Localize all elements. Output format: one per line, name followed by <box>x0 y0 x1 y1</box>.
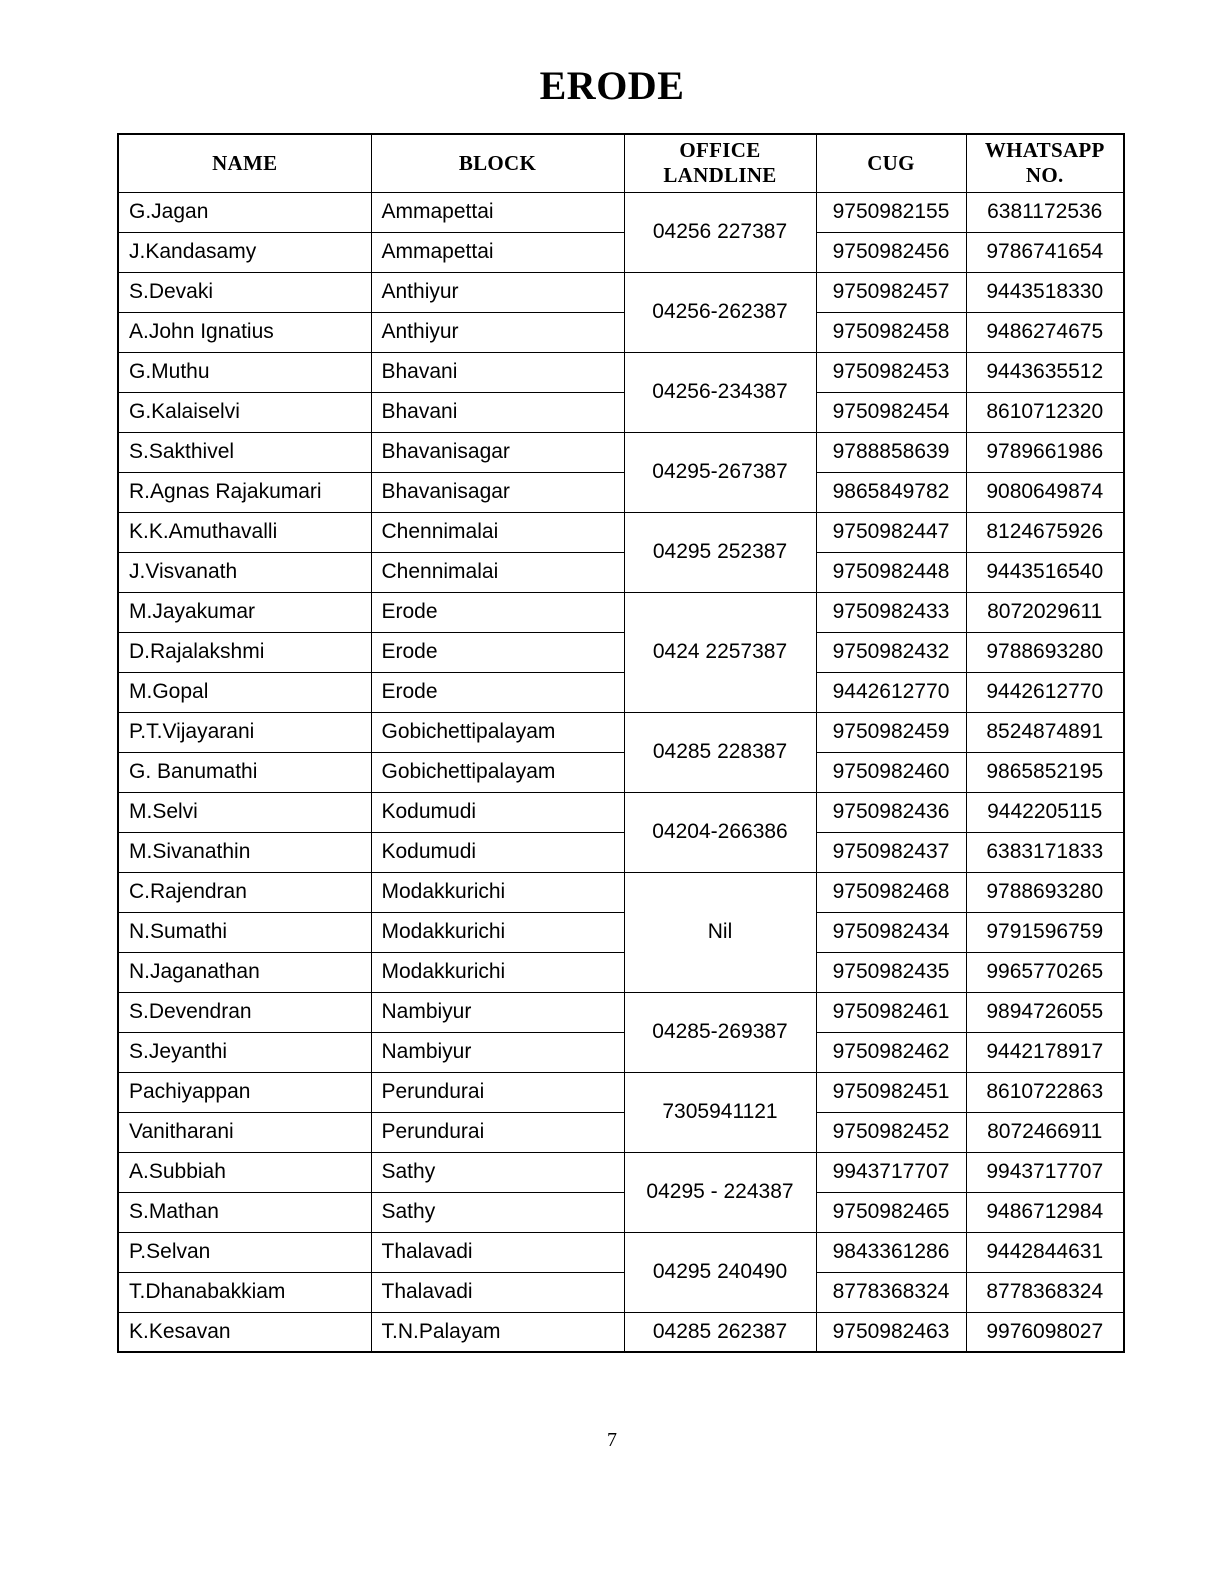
cell-office-landline: Nil <box>624 872 816 992</box>
cell-cug: 9943717707 <box>816 1152 966 1192</box>
cell-name: S.Devendran <box>118 992 371 1032</box>
table-row <box>118 872 1124 912</box>
cell-name: S.Sakthivel <box>118 432 371 472</box>
table-row <box>118 352 1124 392</box>
cell-cug: 9750982453 <box>816 352 966 392</box>
table-row <box>118 1072 1124 1112</box>
cell-cug: 9843361286 <box>816 1232 966 1272</box>
cell-name: S.Devaki <box>118 272 371 312</box>
cell-office-landline: 04256 227387 <box>624 192 816 272</box>
cell-name: S.Mathan <box>118 1192 371 1232</box>
cell-name: R.Agnas Rajakumari <box>118 472 371 512</box>
cell-office-landline: 7305941121 <box>624 1072 816 1152</box>
cell-block: Nambiyur <box>371 1032 624 1072</box>
cell-cug: 9750982458 <box>816 312 966 352</box>
cell-whatsapp: 8610722863 <box>966 1072 1124 1112</box>
cell-name: A.Subbiah <box>118 1152 371 1192</box>
cell-office-landline: 04285-269387 <box>624 992 816 1072</box>
cell-block: Chennimalai <box>371 512 624 552</box>
table-row <box>118 1232 1124 1272</box>
table-row <box>118 552 1124 592</box>
table-header-row <box>118 134 1124 192</box>
cell-name: K.K.Amuthavalli <box>118 512 371 552</box>
cell-name: Pachiyappan <box>118 1072 371 1112</box>
cell-whatsapp: 9080649874 <box>966 472 1124 512</box>
table-row <box>118 792 1124 832</box>
cell-name: P.T.Vijayarani <box>118 712 371 752</box>
cell-whatsapp: 9788693280 <box>966 632 1124 672</box>
cell-name: G. Banumathi <box>118 752 371 792</box>
cell-office-landline: 04256-234387 <box>624 352 816 432</box>
cell-whatsapp: 9788693280 <box>966 872 1124 912</box>
table-row <box>118 1152 1124 1192</box>
cell-block: T.N.Palayam <box>371 1312 624 1352</box>
column-header-landline: OFFICE LANDLINE <box>624 134 816 192</box>
table-row <box>118 632 1124 672</box>
table-row <box>118 312 1124 352</box>
cell-whatsapp: 9443635512 <box>966 352 1124 392</box>
cell-cug: 9750982456 <box>816 232 966 272</box>
cell-block: Kodumudi <box>371 792 624 832</box>
cell-block: Chennimalai <box>371 552 624 592</box>
contact-table-container <box>117 133 1123 1353</box>
cell-whatsapp: 9486712984 <box>966 1192 1124 1232</box>
cell-name: N.Jaganathan <box>118 952 371 992</box>
table-row <box>118 272 1124 312</box>
cell-whatsapp: 9486274675 <box>966 312 1124 352</box>
table-row <box>118 512 1124 552</box>
cell-whatsapp: 9865852195 <box>966 752 1124 792</box>
cell-cug: 9750982435 <box>816 952 966 992</box>
column-header-block: BLOCK <box>371 134 624 192</box>
cell-name: Vanitharani <box>118 1112 371 1152</box>
cell-office-landline: 04256-262387 <box>624 272 816 352</box>
cell-name: M.Selvi <box>118 792 371 832</box>
table-row <box>118 1112 1124 1152</box>
cell-whatsapp: 9976098027 <box>966 1312 1124 1352</box>
cell-whatsapp: 8124675926 <box>966 512 1124 552</box>
cell-block: Bhavanisagar <box>371 472 624 512</box>
cell-cug: 9750982468 <box>816 872 966 912</box>
cell-cug: 9750982447 <box>816 512 966 552</box>
cell-whatsapp: 9965770265 <box>966 952 1124 992</box>
cell-cug: 9750982434 <box>816 912 966 952</box>
cell-name: M.Gopal <box>118 672 371 712</box>
cell-cug: 9750982432 <box>816 632 966 672</box>
cell-name: S.Jeyanthi <box>118 1032 371 1072</box>
cell-name: A.John Ignatius <box>118 312 371 352</box>
cell-block: Sathy <box>371 1192 624 1232</box>
cell-block: Thalavadi <box>371 1232 624 1272</box>
cell-whatsapp: 8524874891 <box>966 712 1124 752</box>
cell-name: C.Rajendran <box>118 872 371 912</box>
cell-cug: 9750982155 <box>816 192 966 232</box>
cell-block: Modakkurichi <box>371 872 624 912</box>
cell-block: Bhavani <box>371 352 624 392</box>
cell-whatsapp: 8072029611 <box>966 592 1124 632</box>
table-row <box>118 192 1124 232</box>
cell-block: Perundurai <box>371 1072 624 1112</box>
cell-whatsapp: 9443516540 <box>966 552 1124 592</box>
cell-cug: 9750982433 <box>816 592 966 632</box>
cell-cug: 9750982436 <box>816 792 966 832</box>
cell-name: G.Muthu <box>118 352 371 392</box>
table-row <box>118 432 1124 472</box>
cell-name: G.Jagan <box>118 192 371 232</box>
table-row <box>118 832 1124 872</box>
cell-cug: 9442612770 <box>816 672 966 712</box>
cell-whatsapp: 9442178917 <box>966 1032 1124 1072</box>
cell-whatsapp: 9894726055 <box>966 992 1124 1032</box>
table-row <box>118 392 1124 432</box>
table-row <box>118 1312 1124 1352</box>
cell-name: T.Dhanabakkiam <box>118 1272 371 1312</box>
cell-block: Perundurai <box>371 1112 624 1152</box>
cell-block: Erode <box>371 632 624 672</box>
table-row <box>118 1272 1124 1312</box>
table-row <box>118 232 1124 272</box>
cell-block: Anthiyur <box>371 272 624 312</box>
cell-cug: 9750982462 <box>816 1032 966 1072</box>
cell-office-landline: 0424 2257387 <box>624 592 816 712</box>
table-row <box>118 1032 1124 1072</box>
cell-block: Sathy <box>371 1152 624 1192</box>
cell-whatsapp: 6381172536 <box>966 192 1124 232</box>
cell-whatsapp: 8072466911 <box>966 1112 1124 1152</box>
cell-office-landline: 04295 240490 <box>624 1232 816 1312</box>
cell-whatsapp: 9443518330 <box>966 272 1124 312</box>
cell-whatsapp: 9442844631 <box>966 1232 1124 1272</box>
cell-name: D.Rajalakshmi <box>118 632 371 672</box>
cell-whatsapp: 6383171833 <box>966 832 1124 872</box>
table-row <box>118 592 1124 632</box>
cell-whatsapp: 9943717707 <box>966 1152 1124 1192</box>
column-header-whatsapp: WHATSAPP NO. <box>966 134 1124 192</box>
column-header-cug: CUG <box>816 134 966 192</box>
cell-cug: 9750982452 <box>816 1112 966 1152</box>
cell-name: M.Sivanathin <box>118 832 371 872</box>
cell-whatsapp: 9442205115 <box>966 792 1124 832</box>
cell-cug: 9788858639 <box>816 432 966 472</box>
cell-block: Modakkurichi <box>371 952 624 992</box>
cell-office-landline: 04295-267387 <box>624 432 816 512</box>
cell-block: Anthiyur <box>371 312 624 352</box>
table-row <box>118 712 1124 752</box>
cell-cug: 9750982460 <box>816 752 966 792</box>
cell-block: Ammapettai <box>371 192 624 232</box>
table-row <box>118 952 1124 992</box>
cell-block: Bhavani <box>371 392 624 432</box>
cell-office-landline: 04295 252387 <box>624 512 816 592</box>
contact-table <box>117 133 1125 1353</box>
cell-whatsapp: 8610712320 <box>966 392 1124 432</box>
table-row <box>118 752 1124 792</box>
cell-block: Modakkurichi <box>371 912 624 952</box>
cell-block: Thalavadi <box>371 1272 624 1312</box>
cell-block: Gobichettipalayam <box>371 712 624 752</box>
cell-name: M.Jayakumar <box>118 592 371 632</box>
table-row <box>118 472 1124 512</box>
table-row <box>118 992 1124 1032</box>
page-number: 7 <box>607 1429 617 1451</box>
cell-cug: 9750982461 <box>816 992 966 1032</box>
cell-cug: 9750982457 <box>816 272 966 312</box>
table-body <box>118 192 1124 1352</box>
cell-cug: 9750982448 <box>816 552 966 592</box>
cell-cug: 8778368324 <box>816 1272 966 1312</box>
cell-cug: 9750982454 <box>816 392 966 432</box>
cell-name: N.Sumathi <box>118 912 371 952</box>
cell-cug: 9750982463 <box>816 1312 966 1352</box>
column-header-name: NAME <box>118 134 371 192</box>
cell-whatsapp: 9786741654 <box>966 232 1124 272</box>
cell-whatsapp: 9789661986 <box>966 432 1124 472</box>
cell-office-landline: 04204-266386 <box>624 792 816 872</box>
cell-name: K.Kesavan <box>118 1312 371 1352</box>
cell-block: Erode <box>371 592 624 632</box>
table-header <box>118 134 1124 192</box>
cell-name: J.Visvanath <box>118 552 371 592</box>
cell-office-landline: 04285 262387 <box>624 1312 816 1352</box>
cell-whatsapp: 9791596759 <box>966 912 1124 952</box>
cell-name: G.Kalaiselvi <box>118 392 371 432</box>
cell-block: Gobichettipalayam <box>371 752 624 792</box>
cell-name: P.Selvan <box>118 1232 371 1272</box>
page-title: ERODE <box>539 63 685 108</box>
cell-whatsapp: 8778368324 <box>966 1272 1124 1312</box>
cell-block: Erode <box>371 672 624 712</box>
cell-cug: 9865849782 <box>816 472 966 512</box>
table-row <box>118 912 1124 952</box>
cell-cug: 9750982459 <box>816 712 966 752</box>
cell-office-landline: 04295 - 224387 <box>624 1152 816 1232</box>
table-row <box>118 672 1124 712</box>
cell-block: Ammapettai <box>371 232 624 272</box>
table-row <box>118 1192 1124 1232</box>
cell-cug: 9750982437 <box>816 832 966 872</box>
cell-block: Kodumudi <box>371 832 624 872</box>
cell-office-landline: 04285 228387 <box>624 712 816 792</box>
cell-cug: 9750982465 <box>816 1192 966 1232</box>
cell-block: Nambiyur <box>371 992 624 1032</box>
cell-name: J.Kandasamy <box>118 232 371 272</box>
cell-whatsapp: 9442612770 <box>966 672 1124 712</box>
cell-cug: 9750982451 <box>816 1072 966 1112</box>
cell-block: Bhavanisagar <box>371 432 624 472</box>
